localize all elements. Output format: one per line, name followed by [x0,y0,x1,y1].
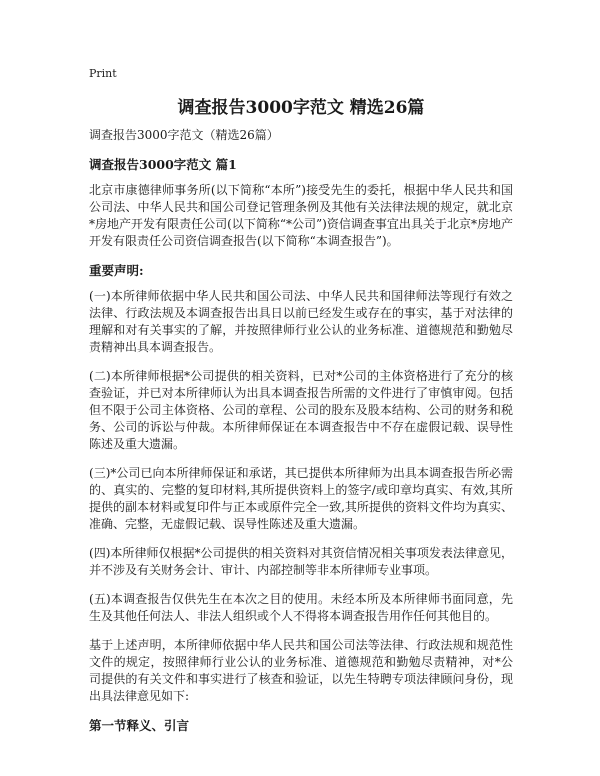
intro-paragraph: 北京市康德律师事务所(以下简称“本所”)接受先生的委托，根据中华人民共和国公司法、中华人民共和国公司登记管理条例及其他有关法律法规的规定，就北京*房地产开发有限责任公司(以下简称“*公司”)资信调查事宜出具关于北京*房地产开发有限责任公司资信调查报告(以下简称“本调查报告”)。 [89,183,513,248]
statement-4: (四)本所律师仅根据*公司提供的相关资料对其资信情况相关事项发表法律意见，并不涉及有关财务会计、审计、内部控制等非本所律师专业事项。 [89,546,513,577]
statement-5: (五)本调查报告仅供先生在本次之目的使用。未经本所及本所律师书面同意，先生及其他任何法人、非法人组织或个人不得将本调查报告用作任何其他目的。 [89,592,513,623]
print-label: Print [89,67,117,80]
chapter-1-heading: 第一节释义、引言 [89,718,190,733]
document-subtitle: 调查报告3000字范文（精选26篇） [89,128,279,142]
statement-2: (二)本所律师根据*公司提供的相关资料，已对*公司的主体资格进行了充分的核查验证，并已对本所律师认为出具本调查报告所需的文件进行了审慎审阅。包括但不限于公司主体资格、公司的章程、公司的股东及股本结构、公司的财务和税务、公司的诉讼与仲裁。本所律师保证在本调查报告中不存在虚假记载、误导性陈述及重大遗漏。 [89,369,513,451]
section-1-heading: 调查报告3000字范文 篇1 [89,157,237,172]
document-title: 调查报告3000字范文 精选26篇 [177,98,425,118]
closing-paragraph: 基于上述声明，本所律师依据中华人民共和国公司法等法律、行政法规和规范性文件的规定，按照律师行业公认的业务标准、道德规范和勤勉尽责精神，对*公司提供的有关文件和事实进行了核查和验证，以先生特聘专项法律顾问身份，现出具法律意见如下: [89,638,513,703]
document-page [89,66,513,743]
statement-3: (三)*公司已向本所律师保证和承诺，其已提供本所律师为出具本调查报告所必需的、真实的、完整的复印材料,其所提供资料上的签字/或印章均真实、有效,其所提供的副本材料或复印件与正本或原件完全一致,其所提供的资料文件均为真实、准确、完整，无虚假记载、误导性陈述及重大遗漏。 [89,466,513,531]
statement-1: (一)本所律师依据中华人民共和国公司法、中华人民共和国律师法等现行有效之法律、行政法规及本调查报告出具日以前已经发生或存在的事实，基于对法律的理解和对有关事实的了解，并按照律师行业公认的业务标准、道德规范和勤勉尽责精神出具本调查报告。 [89,289,513,354]
important-statement-heading: 重要声明: [89,263,144,278]
